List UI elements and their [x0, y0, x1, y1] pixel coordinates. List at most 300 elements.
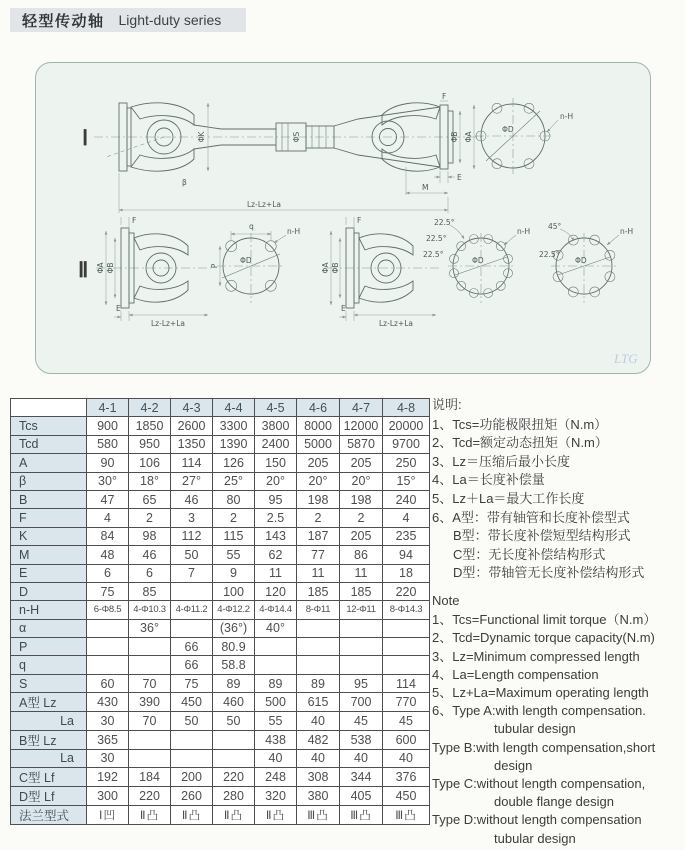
cell: 66: [171, 638, 213, 656]
cell: 460: [213, 693, 255, 712]
cell: [255, 656, 297, 674]
table-row: [11, 454, 430, 472]
dim-phiB: ΦB: [450, 131, 459, 143]
cell: 5870: [340, 435, 383, 453]
note-line: 3、Lz＝压缩后最小长度: [432, 453, 570, 469]
note-line: tubular design: [494, 830, 576, 846]
table-row: [11, 472, 430, 490]
cell: 2600: [171, 417, 213, 435]
cell: 40: [297, 712, 340, 730]
table-row: [11, 712, 430, 730]
cell: 320: [255, 787, 297, 806]
cell: 7: [171, 564, 213, 582]
cell: 98: [129, 527, 171, 545]
cell: 4-Φ14.4: [255, 601, 297, 619]
cell: 900: [87, 417, 129, 435]
cell: 4: [383, 509, 430, 527]
notes-cn-title: 说明:: [432, 397, 462, 412]
cell: 40: [340, 749, 383, 767]
cell: 3300: [213, 417, 255, 435]
row-label: D: [11, 582, 87, 600]
note-line: 2、Tcd=额定动态扭矩（N.m）: [432, 435, 608, 451]
cell: 4: [87, 509, 129, 527]
bolt-circle-4-holes: [210, 222, 300, 303]
column-header: 4-5: [255, 399, 297, 417]
cell: 20°: [297, 472, 340, 490]
cell: 48: [87, 546, 129, 564]
cell: 89: [213, 674, 255, 692]
cell: 9: [213, 564, 255, 582]
cell: 46: [171, 490, 213, 508]
bolt-circle-8-holes: [539, 222, 633, 303]
notes-cn-lines: [432, 416, 684, 583]
dim-F3: F: [357, 216, 362, 225]
table-row: [11, 693, 430, 712]
cell: 95: [340, 674, 383, 692]
cell: 950: [129, 435, 171, 453]
cell: 192: [87, 768, 129, 787]
cell: 438: [255, 730, 297, 749]
cell: 198: [340, 490, 383, 508]
watermark: LTG: [614, 351, 638, 366]
cell: 2400: [255, 435, 297, 453]
cell: 344: [340, 768, 383, 787]
cell: Ⅲ凸: [383, 806, 430, 825]
cell: 205: [340, 454, 383, 472]
cell: Ⅲ凸: [340, 806, 383, 825]
cell: 2: [297, 509, 340, 527]
cell: 46: [129, 546, 171, 564]
cell: 89: [255, 674, 297, 692]
cell: 430: [87, 693, 129, 712]
note-line: 5、Lz＋La＝最大工作长度: [432, 490, 585, 506]
spec-table: [10, 398, 430, 825]
shaft-assembly-side-view: [94, 103, 484, 171]
cell: [129, 638, 171, 656]
cell: 106: [129, 454, 171, 472]
cell: 6-Φ8.5: [87, 601, 129, 619]
cell: 77: [297, 546, 340, 564]
note-line: 6、Type A:with length compensation.: [432, 703, 646, 719]
row-label: B型 Lz: [11, 730, 87, 749]
cell: [87, 619, 129, 637]
table-row: [11, 638, 430, 656]
row-label: E: [11, 564, 87, 582]
table-row: [11, 730, 430, 749]
table-row: [11, 417, 430, 435]
drive-shaft-drawing: [36, 63, 650, 373]
table-row: [11, 601, 430, 619]
dim-E: E: [457, 173, 462, 182]
cell: 95: [255, 490, 297, 508]
dim-225-c: 22.5°: [423, 250, 444, 259]
cell: 3800: [255, 417, 297, 435]
cell: 18°: [129, 472, 171, 490]
cell: 220: [129, 787, 171, 806]
cell: 80.9: [213, 638, 255, 656]
cell: Ⅱ凸: [255, 806, 297, 825]
cell: 12000: [340, 417, 383, 435]
cell: Ⅱ凸: [171, 806, 213, 825]
table-row: [11, 787, 430, 806]
section-1-numeral: Ⅰ: [82, 126, 89, 150]
dim-nH-3: n-H: [517, 227, 531, 236]
cell: 1850: [129, 417, 171, 435]
dim-phiB3: ΦB: [331, 262, 340, 274]
cell: 405: [340, 787, 383, 806]
cell: 84: [87, 527, 129, 545]
note-line: D型：带轴管无长度补偿结构形式: [453, 565, 645, 581]
cell: [171, 749, 213, 767]
note-line: Type C:without length compensation,: [432, 776, 646, 792]
table-row: [11, 749, 430, 767]
dim-nH-4: n-H: [620, 227, 634, 236]
cell: 80: [213, 490, 255, 508]
dim-phiD-3: ΦD: [472, 256, 484, 265]
page-title-en: Light-duty series: [118, 12, 222, 28]
cell: (36°): [213, 619, 255, 637]
note-line: 6、A型：带有轴管和长度补偿型式: [432, 509, 630, 525]
table-row: [11, 674, 430, 692]
cell: 376: [383, 768, 430, 787]
cell: 45: [340, 712, 383, 730]
cell: 100: [213, 582, 255, 600]
cell: 580: [87, 435, 129, 453]
cell: 30: [87, 749, 129, 767]
dim-beta: β: [182, 178, 187, 187]
table-row: [11, 582, 430, 600]
cell: 20°: [255, 472, 297, 490]
cell: 47: [87, 490, 129, 508]
cell: 6: [129, 564, 171, 582]
column-header: 4-6: [297, 399, 340, 417]
cell: 260: [171, 787, 213, 806]
cell: [383, 656, 430, 674]
cell: 308: [297, 768, 340, 787]
cell: [87, 638, 129, 656]
yoke-side-view-1: [96, 216, 211, 328]
column-header: 4-8: [383, 399, 430, 417]
cell: Ⅱ凸: [213, 806, 255, 825]
dim-phiA3: ΦA: [321, 262, 330, 274]
cell: 205: [340, 527, 383, 545]
cell: 8000: [297, 417, 340, 435]
cell: 770: [383, 693, 430, 712]
cell: 94: [383, 546, 430, 564]
cell: 45: [383, 712, 430, 730]
table-row: [11, 768, 430, 787]
cell: Ⅲ凸: [297, 806, 340, 825]
cell: 2.5: [255, 509, 297, 527]
cell: Ⅱ凸: [129, 806, 171, 825]
cell: 112: [171, 527, 213, 545]
row-label: F: [11, 509, 87, 527]
cell: 205: [297, 454, 340, 472]
cell: 120: [255, 582, 297, 600]
table-row: [11, 509, 430, 527]
cell: 450: [383, 787, 430, 806]
dim-45: 45°: [548, 222, 562, 231]
cell: 70: [129, 712, 171, 730]
cell: 5000: [297, 435, 340, 453]
cell: 60: [87, 674, 129, 692]
cell: [213, 749, 255, 767]
cell: 8-Φ14.3: [383, 601, 430, 619]
cell: 3: [171, 509, 213, 527]
cell: 50: [171, 712, 213, 730]
table-row: [11, 619, 430, 637]
cell: 143: [255, 527, 297, 545]
note-line: design: [494, 757, 533, 773]
note-line: 2、Tcd=Dynamic torque capacity(N.m): [432, 630, 655, 646]
diagram-panel: [35, 62, 651, 374]
cell: 20°: [340, 472, 383, 490]
dim-phiK: ΦK: [197, 131, 206, 143]
cell: 65: [129, 490, 171, 508]
note-line: 5、Lz+La=Maximum operating length: [432, 685, 649, 701]
cell: 18: [383, 564, 430, 582]
row-label: La: [11, 749, 87, 767]
cell: Ⅰ凹: [87, 806, 129, 825]
cell: [340, 619, 383, 637]
cell: [129, 730, 171, 749]
table-row: [11, 806, 430, 825]
cell: 40: [255, 749, 297, 767]
corner-cell: [11, 399, 87, 417]
cell: [383, 619, 430, 637]
row-label: 法兰型式: [11, 806, 87, 825]
note-line: tubular design: [494, 721, 576, 737]
cell: 185: [340, 582, 383, 600]
dim-225-b: 22.5°: [426, 234, 447, 243]
cell: 300: [87, 787, 129, 806]
cell: 8-Φ11: [297, 601, 340, 619]
cell: 500: [255, 693, 297, 712]
cell: 280: [213, 787, 255, 806]
cell: 2: [129, 509, 171, 527]
cell: 1390: [213, 435, 255, 453]
cell: 248: [255, 768, 297, 787]
cell: 27°: [171, 472, 213, 490]
dim-q: q: [249, 222, 254, 231]
dim-E2: E: [116, 304, 121, 313]
cell: [297, 619, 340, 637]
dim-phiD-1: ΦD: [502, 125, 514, 134]
cell: 187: [297, 527, 340, 545]
table-row: [11, 546, 430, 564]
dim-P: P: [210, 263, 219, 269]
row-label: C型 Lf: [11, 768, 87, 787]
column-header: 4-1: [87, 399, 129, 417]
cell: [383, 638, 430, 656]
dim-phiA2: ΦA: [96, 262, 105, 274]
dim-Lz: Lz-Lz+La: [247, 200, 281, 209]
note-line: B型：带长度补偿短型结构形式: [453, 528, 631, 544]
cell: 126: [213, 454, 255, 472]
cell: 50: [171, 546, 213, 564]
row-label: Tcd: [11, 435, 87, 453]
cell: 4-Φ10.3: [129, 601, 171, 619]
note-line: Type B:with length compensation,short: [432, 739, 656, 755]
cell: 66: [171, 656, 213, 674]
row-label: M: [11, 546, 87, 564]
section-2-numeral: Ⅱ: [78, 258, 89, 282]
dim-phiD-4: ΦD: [575, 256, 587, 265]
dim-F: F: [442, 92, 447, 101]
row-label: q: [11, 656, 87, 674]
row-label: α: [11, 619, 87, 637]
cell: 9700: [383, 435, 430, 453]
cell: [255, 638, 297, 656]
dim-225-a: 22.5°: [434, 218, 455, 227]
cell: [340, 656, 383, 674]
row-label: La: [11, 712, 87, 730]
cell: 86: [340, 546, 383, 564]
cell: 75: [87, 582, 129, 600]
cell: [297, 656, 340, 674]
notes-en-title: Note: [432, 593, 460, 608]
note-line: 4、La＝长度补偿量: [432, 472, 545, 488]
row-label: B: [11, 490, 87, 508]
cell: 235: [383, 527, 430, 545]
cell: 114: [383, 674, 430, 692]
cell: 6: [87, 564, 129, 582]
cell: 538: [340, 730, 383, 749]
spec-table-body: [11, 399, 430, 825]
cell: [340, 638, 383, 656]
column-header: 4-2: [129, 399, 171, 417]
dim-M: M: [422, 183, 429, 192]
cell: 30°: [87, 472, 129, 490]
cell: [171, 619, 213, 637]
table-row: [11, 564, 430, 582]
dim-phiD-2: ΦD: [240, 256, 252, 265]
cell: 240: [383, 490, 430, 508]
table-row: [11, 435, 430, 453]
yoke-side-view-2: [321, 216, 441, 328]
note-line: Type D:without length compensation: [432, 812, 642, 828]
note-line: 3、Lz=Minimum compressed length: [432, 648, 640, 664]
cell: [129, 656, 171, 674]
row-label: A: [11, 454, 87, 472]
note-line: 1、Tcs=功能极限扭矩（N.m）: [432, 416, 608, 432]
cell: 114: [171, 454, 213, 472]
cell: 700: [340, 693, 383, 712]
notes-en-lines: [432, 611, 684, 848]
cell: 380: [297, 787, 340, 806]
cell: 150: [255, 454, 297, 472]
flange-face-6-holes: [475, 98, 573, 174]
cell: 1350: [171, 435, 213, 453]
column-header: 4-3: [171, 399, 213, 417]
cell: 90: [87, 454, 129, 472]
row-label: K: [11, 527, 87, 545]
row-label: β: [11, 472, 87, 490]
cell: [87, 656, 129, 674]
dim-Lz2: Lz-Lz+La: [151, 319, 185, 328]
cell: 20000: [383, 417, 430, 435]
cell: 220: [383, 582, 430, 600]
cell: 390: [129, 693, 171, 712]
dim-phiA: ΦA: [464, 131, 473, 143]
row-label: S: [11, 674, 87, 692]
dim-nH-1: n-H: [560, 112, 574, 121]
cell: 85: [129, 582, 171, 600]
row-label: D型 Lf: [11, 787, 87, 806]
row-label: n-H: [11, 601, 87, 619]
cell: 200: [171, 768, 213, 787]
cell: 4-Φ11.2: [171, 601, 213, 619]
note-line: double flange design: [494, 794, 614, 810]
cell: 40: [383, 749, 430, 767]
dim-phiS: ΦS: [292, 131, 301, 143]
cell: 89: [297, 674, 340, 692]
notes-en: [432, 592, 684, 848]
note-line: 4、La=Length compensation: [432, 666, 599, 682]
cell: 11: [255, 564, 297, 582]
table-row: [11, 490, 430, 508]
page-title-bar: [10, 8, 246, 32]
cell: [129, 749, 171, 767]
cell: 450: [171, 693, 213, 712]
cell: 11: [297, 564, 340, 582]
cell: [171, 582, 213, 600]
row-label: A型 Lz: [11, 693, 87, 712]
cell: 62: [255, 546, 297, 564]
dim-Lz3: Lz-Lz+La: [379, 319, 413, 328]
cell: 58.8: [213, 656, 255, 674]
notes-cn: [432, 396, 684, 583]
cell: 2: [213, 509, 255, 527]
dim-E3: E: [341, 304, 346, 313]
cell: 75: [171, 674, 213, 692]
cell: [171, 730, 213, 749]
cell: 184: [129, 768, 171, 787]
table-header-row: [11, 399, 430, 417]
dim-phiB2: ΦB: [106, 262, 115, 274]
column-header: 4-7: [340, 399, 383, 417]
cell: 40°: [255, 619, 297, 637]
cell: 11: [340, 564, 383, 582]
cell: 2: [340, 509, 383, 527]
cell: 15°: [383, 472, 430, 490]
dim-nH-2: n-H: [287, 227, 301, 236]
row-label: Tcs: [11, 417, 87, 435]
cell: 40: [297, 749, 340, 767]
cell: 115: [213, 527, 255, 545]
cell: 365: [87, 730, 129, 749]
table-row: [11, 656, 430, 674]
page-title-cn: 轻型传动轴: [22, 12, 105, 30]
note-line: C型：无长度补偿结构形式: [453, 546, 606, 562]
cell: 198: [297, 490, 340, 508]
note-line: 1、Tcs=Functional limit torque（N.m）: [432, 612, 657, 628]
cell: 30: [87, 712, 129, 730]
dim-225-d: 22.5°: [539, 250, 560, 259]
cell: 36°: [129, 619, 171, 637]
cell: 50: [213, 712, 255, 730]
dim-F2: F: [132, 216, 137, 225]
table-row: [11, 527, 430, 545]
cell: 250: [383, 454, 430, 472]
cell: [297, 638, 340, 656]
cell: 12-Φ11: [340, 601, 383, 619]
cell: [213, 730, 255, 749]
cell: 70: [129, 674, 171, 692]
cell: 482: [297, 730, 340, 749]
cell: 4-Φ12.2: [213, 601, 255, 619]
cell: 600: [383, 730, 430, 749]
